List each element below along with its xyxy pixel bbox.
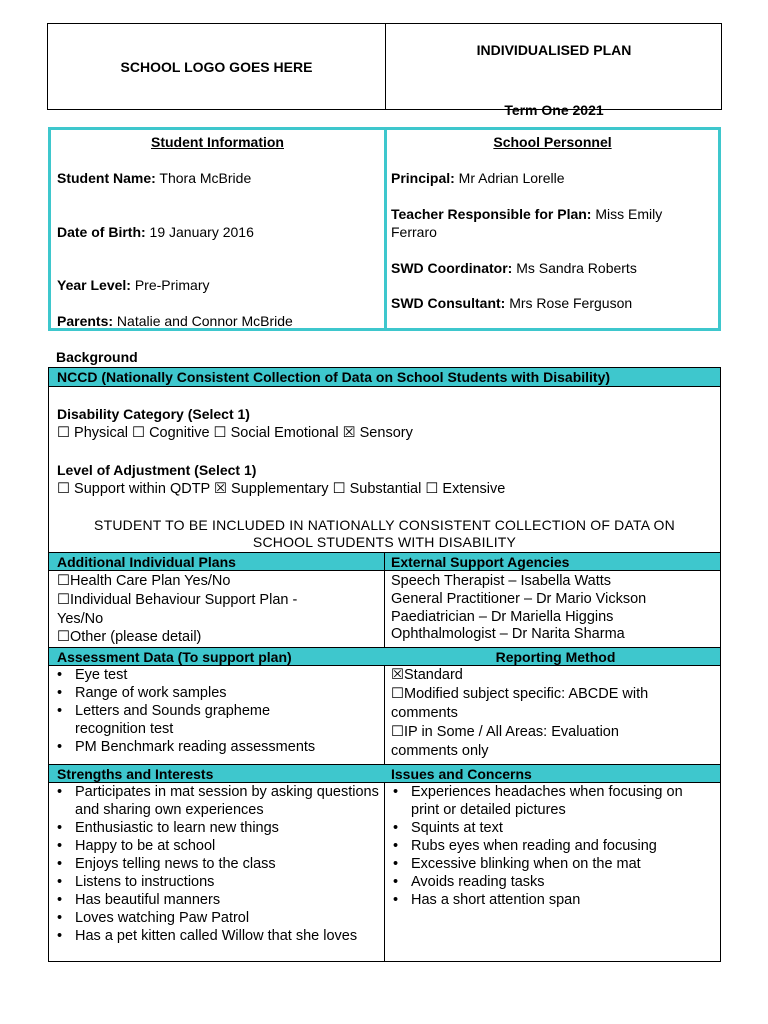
swd-coordinator-row: SWD Coordinator: Ms Sandra Roberts xyxy=(391,260,637,276)
list-item: • Enthusiastic to learn new things xyxy=(49,819,379,837)
list-item: • Participates in mat session by asking questions and sharing own experiences xyxy=(49,783,379,819)
assessment-heading: Assessment Data (To support plan) xyxy=(57,649,292,665)
header-table xyxy=(47,23,722,118)
school-logo-placeholder: SCHOOL LOGO GOES HERE xyxy=(120,58,313,75)
list-item: • Has beautiful manners xyxy=(49,891,379,909)
list-item: • Happy to be at school xyxy=(49,837,379,855)
list-item: • Letters and Sounds grapheme recognition test xyxy=(49,702,383,738)
list-item: • Experiences headaches when focusing on print or detailed pictures xyxy=(385,783,719,819)
term-label: Term One 2021 xyxy=(504,102,604,118)
year-level-row: Year Level: Pre-Primary xyxy=(57,277,210,293)
swd-consultant-row: SWD Consultant: Mrs Rose Ferguson xyxy=(391,295,633,311)
dob-row: Date of Birth: 19 January 2016 xyxy=(57,224,254,240)
adjustment-level-label: Level of Adjustment (Select 1) xyxy=(57,462,257,478)
student-name-row: Student Name: Thora McBride xyxy=(57,170,252,186)
list-item: • Excessive blinking when on the mat xyxy=(385,855,719,873)
adjustment-options: ☐ Support within QDTP ☒ Supplementary ☐ Substantial ☐ Extensive xyxy=(57,481,506,497)
list-item: • PM Benchmark reading assessments xyxy=(49,738,383,756)
list-item: • Enjoys telling news to the class xyxy=(49,855,379,873)
list-item: • Has a pet kitten called Willow that she loves xyxy=(49,927,379,945)
teacher-row: Teacher Responsible for Plan: Miss Emily Ferraro xyxy=(391,206,663,240)
issues-list xyxy=(385,783,719,909)
main-table xyxy=(48,367,721,962)
disability-options: ☐ Physical ☐ Cognitive ☐ Social Emotional ☒ Sensory xyxy=(57,425,413,441)
plan-item: ☐Health Care Plan Yes/No xyxy=(57,573,231,589)
list-item: • Listens to instructions xyxy=(49,873,379,891)
header-divider xyxy=(385,24,386,109)
reporting-heading: Reporting Method xyxy=(495,649,616,665)
list-item: • Rubs eyes when reading and focusing xyxy=(385,837,719,855)
list-item: • Squints at text xyxy=(385,819,719,837)
nccd-heading: NCCD (Nationally Consistent Collection of Data on School Students with Disability) xyxy=(57,369,611,385)
issues-heading: Issues and Concerns xyxy=(391,766,532,782)
student-info-heading: Student Information xyxy=(151,134,284,150)
assessment-list xyxy=(49,666,383,756)
plan-title: INDIVIDUALISED PLAN xyxy=(476,42,632,58)
agency-item: General Practitioner – Dr Mario Vickson xyxy=(391,591,647,607)
list-item: • Has a short attention span xyxy=(385,891,719,909)
reporting-item: ☐Modified subject specific: ABCDE with xyxy=(391,686,649,702)
list-item: • Range of work samples xyxy=(49,684,383,702)
strengths-heading: Strengths and Interests xyxy=(57,766,214,782)
list-item: • Eye test xyxy=(49,666,383,684)
plans-heading: Additional Individual Plans xyxy=(57,554,236,570)
reporting-item: ☒Standard xyxy=(391,667,463,683)
agency-item: Paediatrician – Dr Mariella Higgins xyxy=(391,609,614,625)
reporting-item: comments xyxy=(391,705,458,721)
agency-item: Ophthalmologist – Dr Narita Sharma xyxy=(391,626,625,642)
nccd-statement-line1: STUDENT TO BE INCLUDED IN NATIONALLY CONSISTENT COLLECTION OF DATA ON xyxy=(94,517,675,533)
plan-item: ☐Individual Behaviour Support Plan - xyxy=(57,592,298,608)
parents-row: Parents: Natalie and Connor McBride xyxy=(57,313,293,329)
agency-item: Speech Therapist – Isabella Watts xyxy=(391,573,612,589)
principal-row: Principal: Mr Adrian Lorelle xyxy=(391,170,565,186)
plan-item: Yes/No xyxy=(57,611,104,627)
nccd-statement-line2: SCHOOL STUDENTS WITH DISABILITY xyxy=(252,534,517,550)
list-item: • Avoids reading tasks xyxy=(385,873,719,891)
plan-item: ☐Other (please detail) xyxy=(57,629,202,645)
list-item: • Loves watching Paw Patrol xyxy=(49,909,379,927)
info-box xyxy=(48,127,721,331)
school-personnel-heading: School Personnel xyxy=(493,134,612,150)
disability-category-label: Disability Category (Select 1) xyxy=(57,406,250,422)
reporting-item: comments only xyxy=(391,743,489,759)
info-divider xyxy=(384,130,387,328)
background-label: Background xyxy=(56,349,138,365)
agencies-heading: External Support Agencies xyxy=(391,554,570,570)
strengths-list xyxy=(49,783,379,945)
reporting-item: ☐IP in Some / All Areas: Evaluation xyxy=(391,724,619,740)
